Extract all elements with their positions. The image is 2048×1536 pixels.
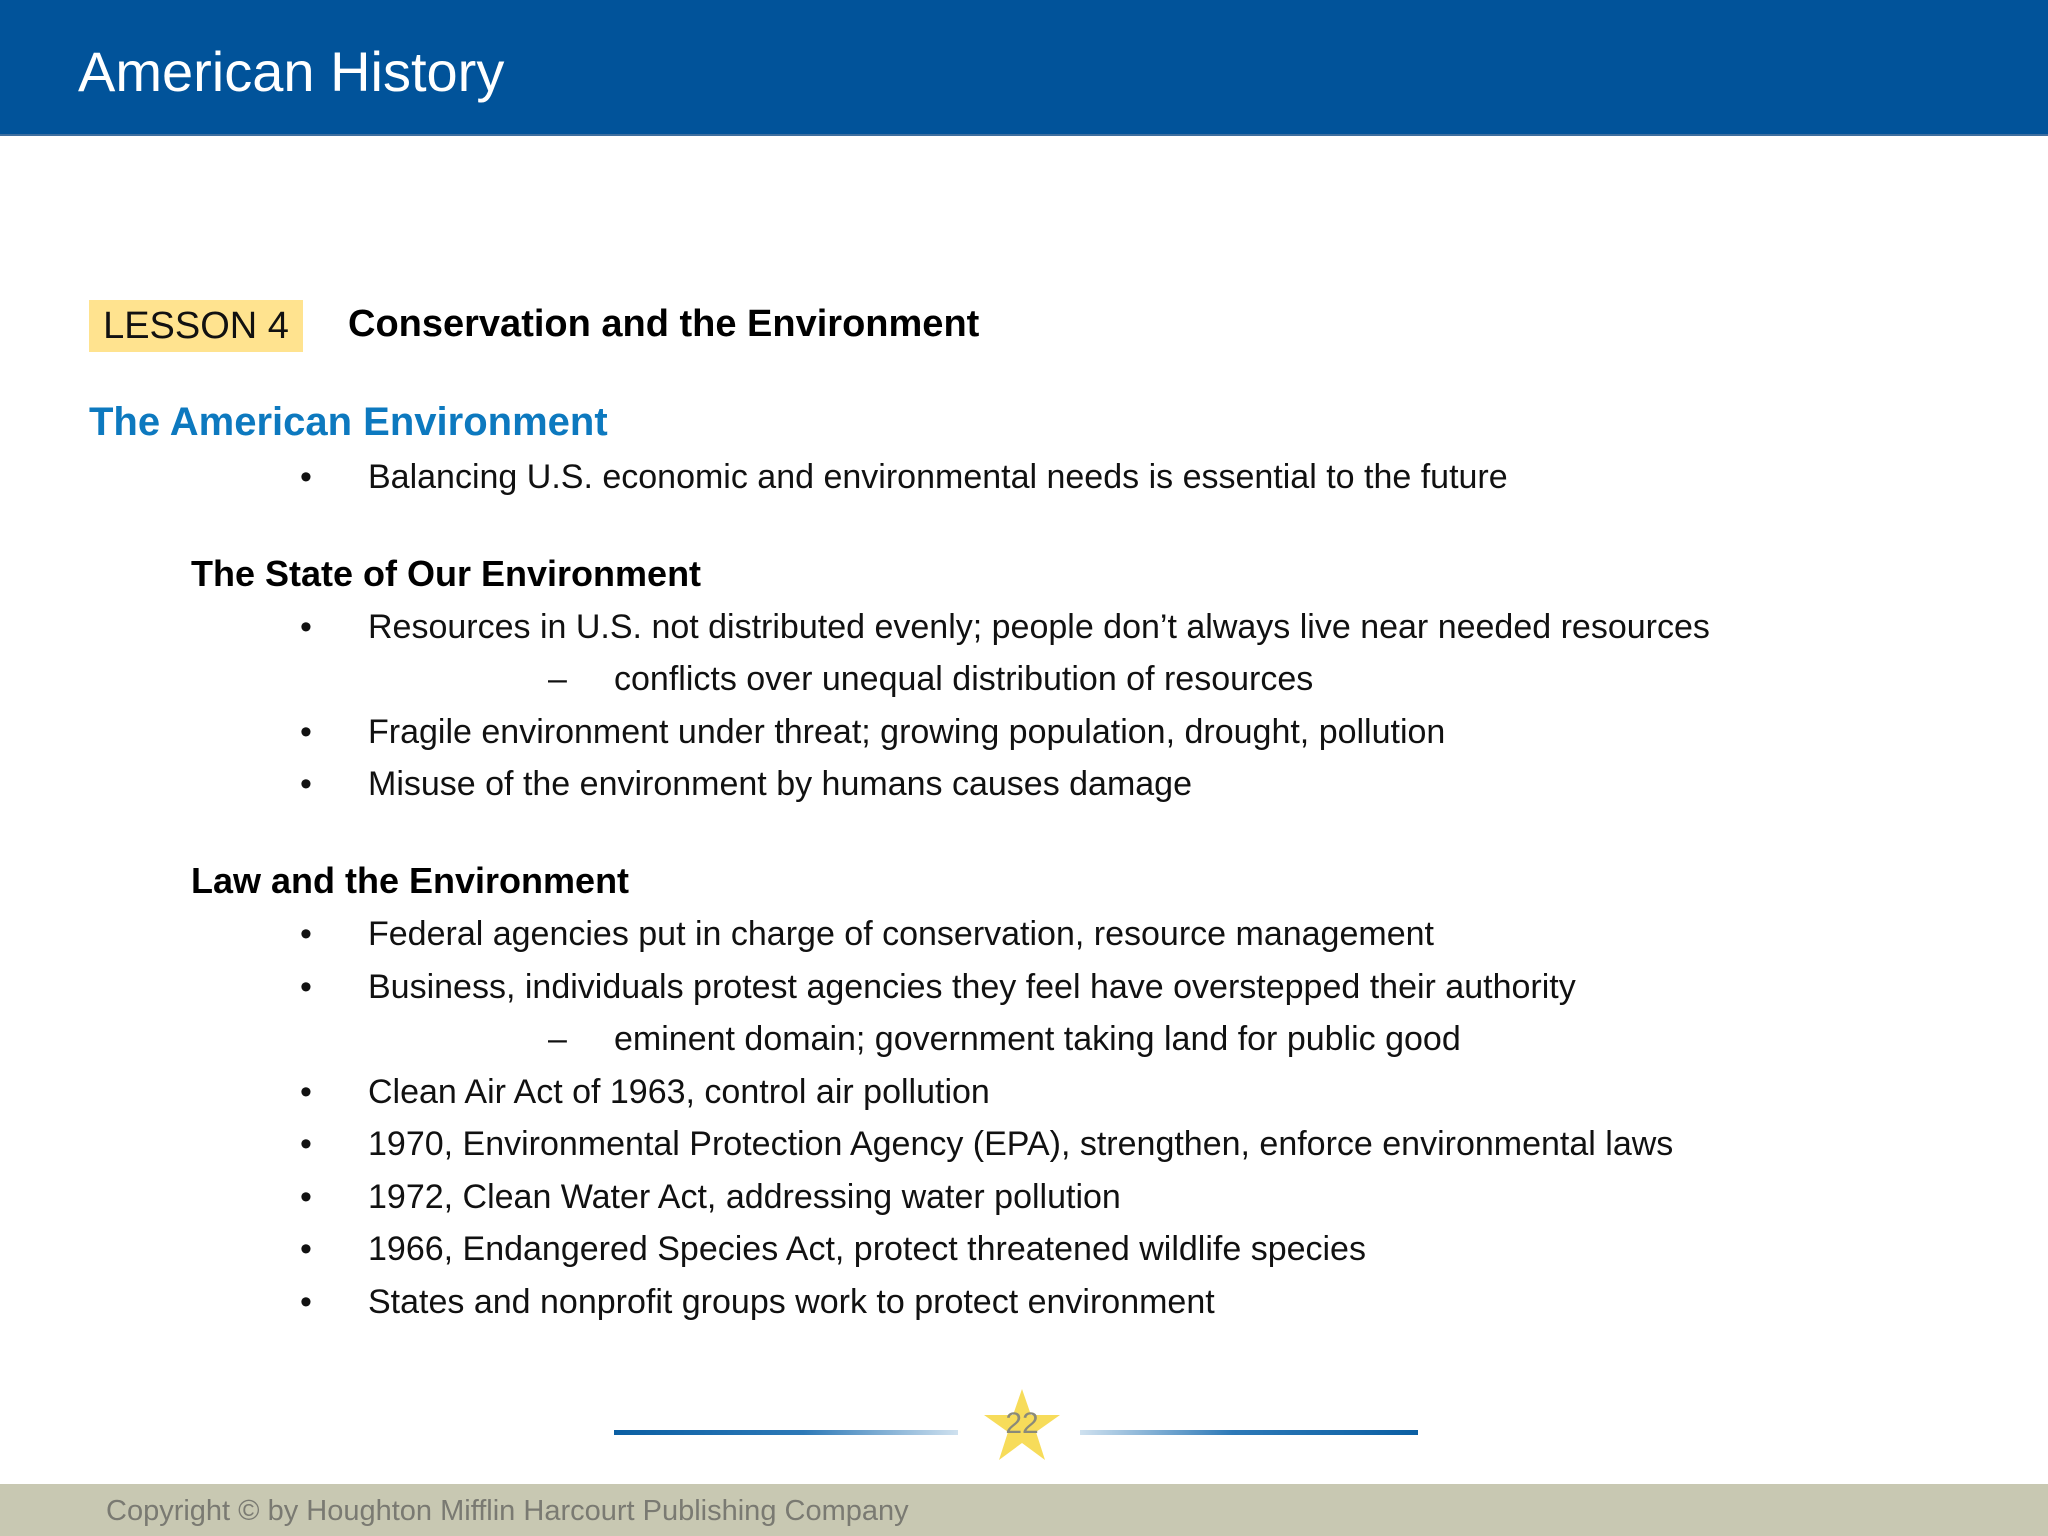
bullet-text: States and nonprofit groups work to protect environment (368, 1283, 1215, 1321)
bullet-marker: • (300, 608, 312, 646)
sub-bullet-text: conflicts over unequal distribution of resources (614, 660, 1314, 698)
bullet-marker: • (300, 458, 312, 496)
bullet-marker: • (300, 1283, 312, 1321)
bullet-text: Clean Air Act of 1963, control air pollution (368, 1073, 990, 1111)
page-number: 22 (1005, 1407, 1039, 1440)
course-title: American History (78, 40, 505, 103)
dash-marker: – (548, 1020, 567, 1058)
dash-marker: – (548, 660, 567, 698)
bullet-marker: • (300, 1073, 312, 1111)
footer-divider-left (614, 1430, 958, 1435)
header-bar (0, 0, 2048, 136)
bullet-text: 1972, Clean Water Act, addressing water pollution (368, 1178, 1121, 1216)
bullet-text: Resources in U.S. not distributed evenly; people don’t always live near needed resources (368, 608, 1710, 646)
bullet-text: Fragile environment under threat; growing population, drought, pollution (368, 713, 1446, 751)
lesson-title: Conservation and the Environment (348, 303, 980, 345)
bullet-text: 1970, Environmental Protection Agency (EPA), strengthen, enforce environmental laws (368, 1125, 1674, 1163)
copyright-text: Copyright © by Houghton Mifflin Harcourt Publishing Company (106, 1495, 909, 1527)
bullet-marker: • (300, 1230, 312, 1268)
bullet-text: Misuse of the environment by humans causes damage (368, 765, 1193, 803)
footer-divider-right (1080, 1430, 1418, 1435)
bullet-marker: • (300, 713, 312, 751)
bullet-marker: • (300, 915, 312, 953)
bullet-marker: • (300, 968, 312, 1006)
intro-bullet-text: Balancing U.S. economic and environmental needs is essential to the future (368, 458, 1508, 496)
subsection-heading-state: The State of Our Environment (191, 553, 702, 594)
bullet-marker: • (300, 1178, 312, 1216)
bullet-text: 1966, Endangered Species Act, protect threatened wildlife species (368, 1230, 1366, 1268)
section-heading: The American Environment (89, 400, 608, 444)
bullet-marker: • (300, 765, 312, 803)
bullet-text: Federal agencies put in charge of conservation, resource management (368, 915, 1434, 953)
bullet-text: Business, individuals protest agencies they feel have overstepped their authority (368, 968, 1576, 1006)
bullet-marker: • (300, 1125, 312, 1163)
lesson-badge: LESSON 4 (89, 300, 303, 352)
sub-bullet-text: eminent domain; government taking land for public good (614, 1020, 1461, 1058)
subsection-heading-law: Law and the Environment (191, 860, 630, 901)
